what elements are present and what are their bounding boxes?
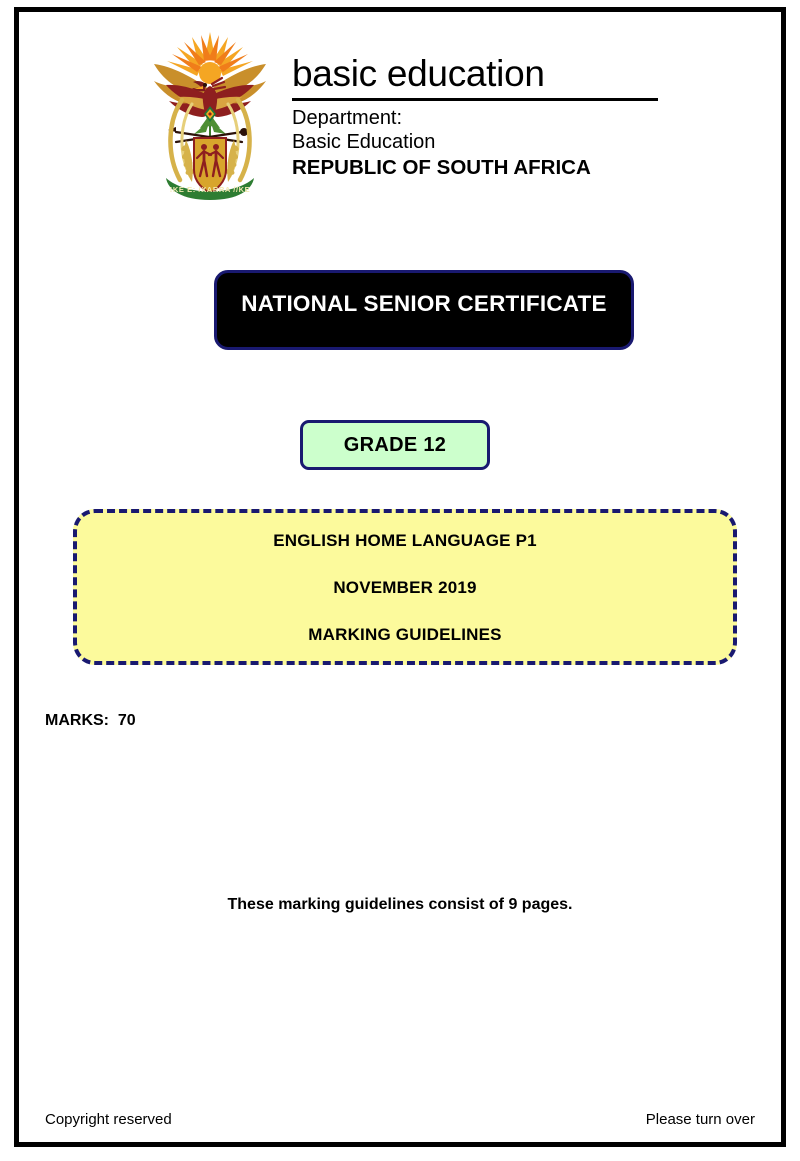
- country-name: REPUBLIC OF SOUTH AFRICA: [292, 155, 591, 179]
- exam-session: NOVEMBER 2019: [333, 577, 477, 597]
- document-header: [19, 28, 781, 214]
- basic-education-wordmark: basic education: [292, 53, 545, 94]
- page-count-note: These marking guidelines consist of 9 pages.: [227, 896, 573, 913]
- department-label: Department:: [292, 107, 403, 129]
- grade-box: [300, 420, 490, 470]
- department-logo-text: [292, 28, 658, 180]
- subject-details-box: [73, 509, 737, 665]
- department-name: Basic Education: [292, 131, 436, 154]
- marks-total: MARKS: 70: [45, 712, 136, 729]
- document-type: MARKING GUIDELINES: [308, 624, 502, 644]
- south-africa-coat-of-arms-icon: [142, 28, 278, 214]
- logo-divider-rule: [292, 98, 658, 101]
- coat-of-arms-motto: !KE E: /XARRA //KE: [169, 185, 251, 194]
- exam-page-frame: [14, 7, 786, 1147]
- national-senior-certificate-banner: [214, 270, 634, 350]
- subject-paper: ENGLISH HOME LANGUAGE P1: [273, 530, 537, 550]
- footer-copyright: Copyright reserved: [45, 1111, 172, 1128]
- footer-turn-over: Please turn over: [645, 1111, 755, 1128]
- page-content: [19, 12, 781, 1142]
- grade-label: GRADE 12: [343, 433, 447, 456]
- page-footer: [19, 1111, 781, 1128]
- banner-title: NATIONAL SENIOR CERTIFICATE: [241, 291, 607, 316]
